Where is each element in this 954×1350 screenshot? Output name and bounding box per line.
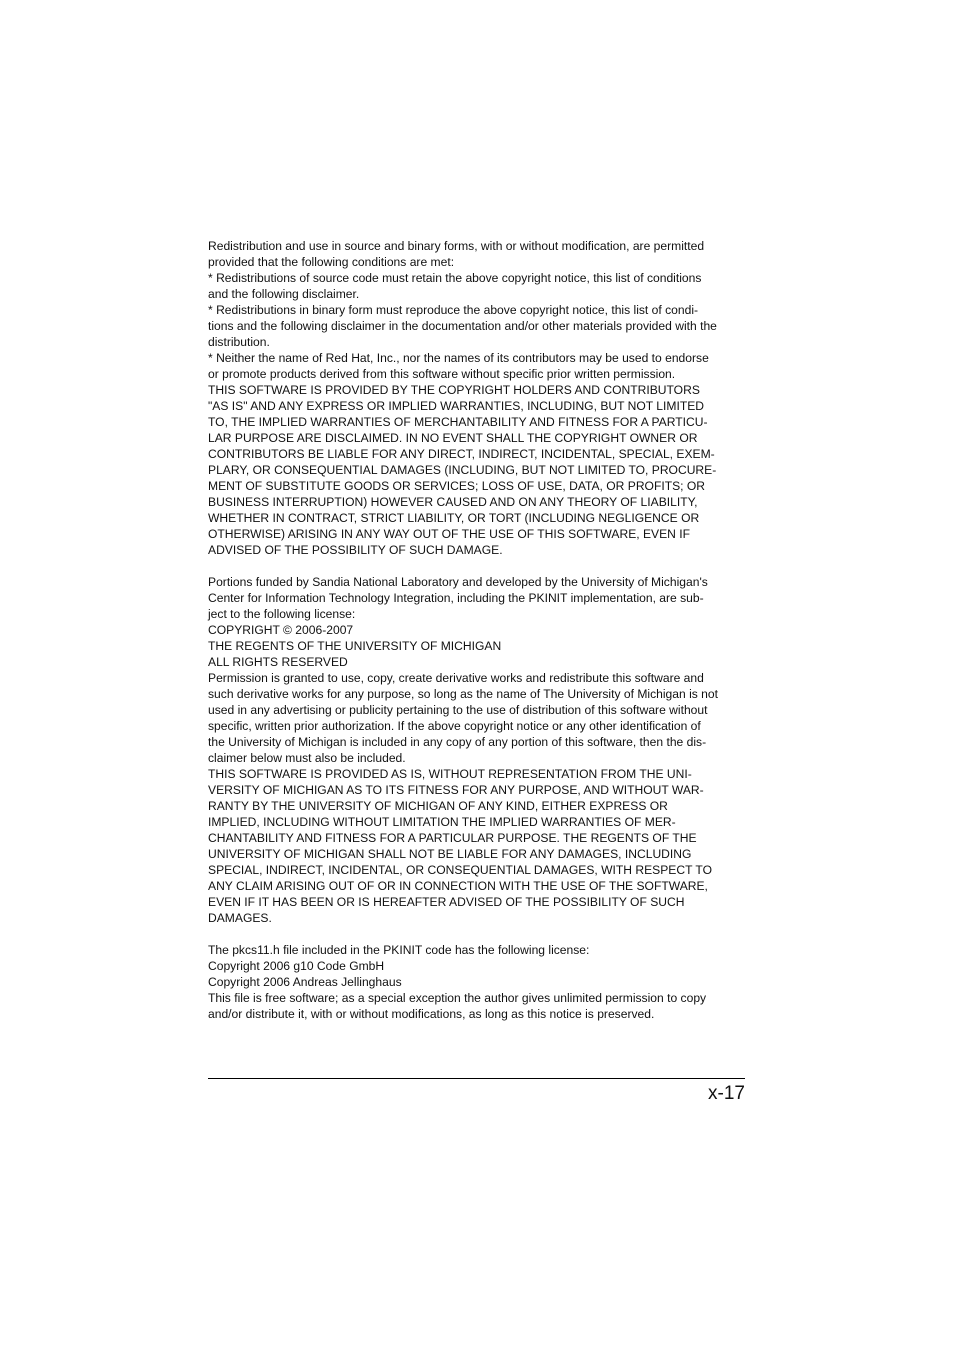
text-line: Portions funded by Sandia National Laboratory and developed by the University of Michigan's — [208, 575, 708, 589]
text-line: * Redistributions of source code must retain the above copyright notice, this list of conditions — [208, 271, 702, 285]
text-line: MENT OF SUBSTITUTE GOODS OR SERVICES; LOSS OF USE, DATA, OR PROFITS; OR — [208, 479, 706, 493]
license-block — [208, 942, 748, 1022]
text-line: provided that the following conditions are met: — [208, 255, 455, 269]
page-number: x-17 — [708, 1083, 745, 1104]
license-text — [208, 238, 748, 1022]
text-line: * Neither the name of Red Hat, Inc., nor the names of its contributors may be used to endorse — [208, 351, 709, 365]
text-line: OTHERWISE) ARISING IN ANY WAY OUT OF THE USE OF THIS SOFTWARE, EVEN IF — [208, 527, 691, 541]
text-line: LAR PURPOSE ARE DISCLAIMED. IN NO EVENT SHALL THE COPYRIGHT OWNER OR — [208, 431, 698, 445]
text-line: BUSINESS INTERRUPTION) HOWEVER CAUSED AND ON ANY THEORY OF LIABILITY, — [208, 495, 698, 509]
text-line: IMPLIED, INCLUDING WITHOUT LIMITATION THE IMPLIED WARRANTIES OF MER- — [208, 815, 676, 829]
text-line: CHANTABILITY AND FITNESS FOR A PARTICULAR PURPOSE. THE REGENTS OF THE — [208, 831, 697, 845]
text-line: claimer below must also be included. — [208, 751, 406, 765]
text-line: ANY CLAIM ARISING OUT OF OR IN CONNECTION WITH THE USE OF THE SOFTWARE, — [208, 879, 708, 893]
text-line: Copyright 2006 Andreas Jellinghaus — [208, 975, 402, 989]
text-line: Redistribution and use in source and binary forms, with or without modification, are permitted — [208, 239, 705, 253]
text-line: UNIVERSITY OF MICHIGAN SHALL NOT BE LIABLE FOR ANY DAMAGES, INCLUDING — [208, 847, 692, 861]
text-line: tions and the following disclaimer in the documentation and/or other materials provided with the — [208, 319, 717, 333]
text-line: Center for Information Technology Integration, including the PKINIT implementation, are sub- — [208, 591, 704, 605]
text-line: PLARY, OR CONSEQUENTIAL DAMAGES (INCLUDING, BUT NOT LIMITED TO, PROCURE- — [208, 463, 717, 477]
text-line: such derivative works for any purpose, so long as the name of The University of Michigan is not — [208, 687, 718, 701]
text-line: TO, THE IMPLIED WARRANTIES OF MERCHANTABILITY AND FITNESS FOR A PARTICU- — [208, 415, 708, 429]
text-line: RANTY BY THE UNIVERSITY OF MICHIGAN OF ANY KIND, EITHER EXPRESS OR — [208, 799, 668, 813]
text-line: "AS IS" AND ANY EXPRESS OR IMPLIED WARRANTIES, INCLUDING, BUT NOT LIMITED — [208, 399, 705, 413]
text-line: and/or distribute it, with or without modifications, as long as this notice is preserved. — [208, 1007, 655, 1021]
text-line: and the following disclaimer. — [208, 287, 360, 301]
text-line: the University of Michigan is included in any copy of any portion of this software, then the dis- — [208, 735, 707, 749]
text-line: SPECIAL, INDIRECT, INCIDENTAL, OR CONSEQUENTIAL DAMAGES, WITH RESPECT TO — [208, 863, 712, 877]
text-line: ADVISED OF THE POSSIBILITY OF SUCH DAMAGE. — [208, 543, 503, 557]
text-line: DAMAGES. — [208, 911, 272, 925]
text-line: The pkcs11.h file included in the PKINIT code has the following license: — [208, 943, 590, 957]
text-line: ject to the following license: — [208, 607, 356, 621]
text-line: This file is free software; as a special exception the author gives unlimited permission to copy — [208, 991, 707, 1005]
text-line: ALL RIGHTS RESERVED — [208, 655, 348, 669]
text-line: used in any advertising or publicity pertaining to the use of distribution of this software without — [208, 703, 708, 717]
footer-rule — [208, 1078, 745, 1079]
text-line: THIS SOFTWARE IS PROVIDED BY THE COPYRIGHT HOLDERS AND CONTRIBUTORS — [208, 383, 700, 397]
license-block — [208, 574, 748, 926]
text-line: WHETHER IN CONTRACT, STRICT LIABILITY, OR TORT (INCLUDING NEGLIGENCE OR — [208, 511, 700, 525]
text-line: Copyright 2006 g10 Code GmbH — [208, 959, 385, 973]
text-line: * Redistributions in binary form must reproduce the above copyright notice, this list of condi- — [208, 303, 699, 317]
paragraph-gap — [208, 926, 748, 942]
text-line: VERSITY OF MICHIGAN AS TO ITS FITNESS FOR ANY PURPOSE, AND WITHOUT WAR- — [208, 783, 704, 797]
text-line: or promote products derived from this software without specific prior written permission. — [208, 367, 676, 381]
license-block — [208, 238, 748, 558]
text-line: THE REGENTS OF THE UNIVERSITY OF MICHIGAN — [208, 639, 502, 653]
text-line: Permission is granted to use, copy, create derivative works and redistribute this software and — [208, 671, 704, 685]
text-line: COPYRIGHT © 2006-2007 — [208, 623, 354, 637]
text-line: distribution. — [208, 335, 270, 349]
paragraph-gap — [208, 558, 748, 574]
text-line: CONTRIBUTORS BE LIABLE FOR ANY DIRECT, INDIRECT, INCIDENTAL, SPECIAL, EXEM- — [208, 447, 715, 461]
text-line: EVEN IF IT HAS BEEN OR IS HEREAFTER ADVISED OF THE POSSIBILITY OF SUCH — [208, 895, 685, 909]
text-line: specific, written prior authorization. If the above copyright notice or any other identification of — [208, 719, 701, 733]
text-line: THIS SOFTWARE IS PROVIDED AS IS, WITHOUT REPRESENTATION FROM THE UNI- — [208, 767, 692, 781]
